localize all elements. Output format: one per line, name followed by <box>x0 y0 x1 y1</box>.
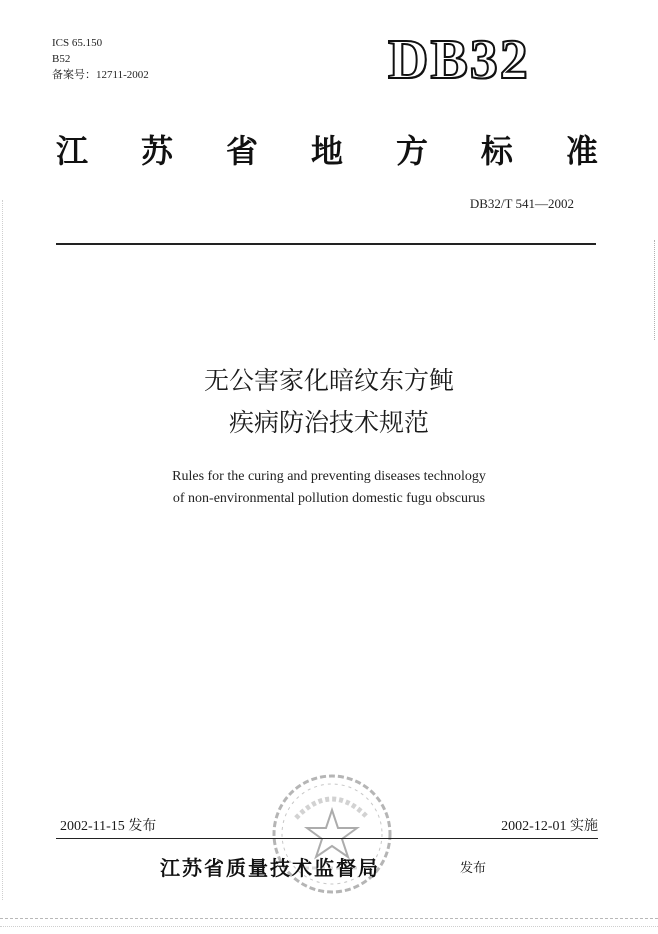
standard-type-char: 苏 <box>140 132 173 170</box>
english-title-line-1: Rules for the curing and preventing diseases technology <box>172 469 486 484</box>
standard-type-char: 准 <box>565 132 598 170</box>
db32-logo: DB32 <box>388 29 530 91</box>
document-number: DB32/T 541—2002 <box>469 196 574 211</box>
standard-type-char: 地 <box>310 132 343 170</box>
scan-edge-line <box>0 918 658 919</box>
scan-edge-line <box>0 926 658 927</box>
issue-date-value: 2002-11-15 <box>60 819 125 834</box>
record-number: 备案号：12711-2002 <box>52 69 149 81</box>
chinese-title-line-1: 无公害家化暗纹东方鲀 <box>203 366 454 395</box>
scan-margin-marks <box>650 240 655 340</box>
english-title-line-2: of non-environmental pollution domestic fugu obscurus <box>172 491 486 506</box>
chinese-title-line-2: 疾病防治技术规范 <box>228 408 429 437</box>
standard-type-char: 方 <box>395 132 428 170</box>
publish-label: 发布 <box>460 861 487 876</box>
standard-type-char: 省 <box>225 132 258 170</box>
classification-code: B52 <box>52 53 71 65</box>
issue-label: 发布 <box>128 818 157 834</box>
standard-type-char: 标 <box>480 132 513 170</box>
implementation-date-value: 2002-12-01 <box>501 819 567 834</box>
scan-margin-marks <box>2 200 7 900</box>
issue-date <box>60 817 156 836</box>
publisher-name: 江苏省质量技术监督局 <box>160 856 380 880</box>
bottom-divider <box>56 838 598 839</box>
top-divider <box>56 243 596 245</box>
standard-type-char: 江 <box>56 132 89 170</box>
implementation-date <box>501 817 598 836</box>
ics-code: ICS 65.150 <box>52 37 103 49</box>
standard-type-heading <box>56 132 598 170</box>
implementation-label: 实施 <box>570 818 598 834</box>
